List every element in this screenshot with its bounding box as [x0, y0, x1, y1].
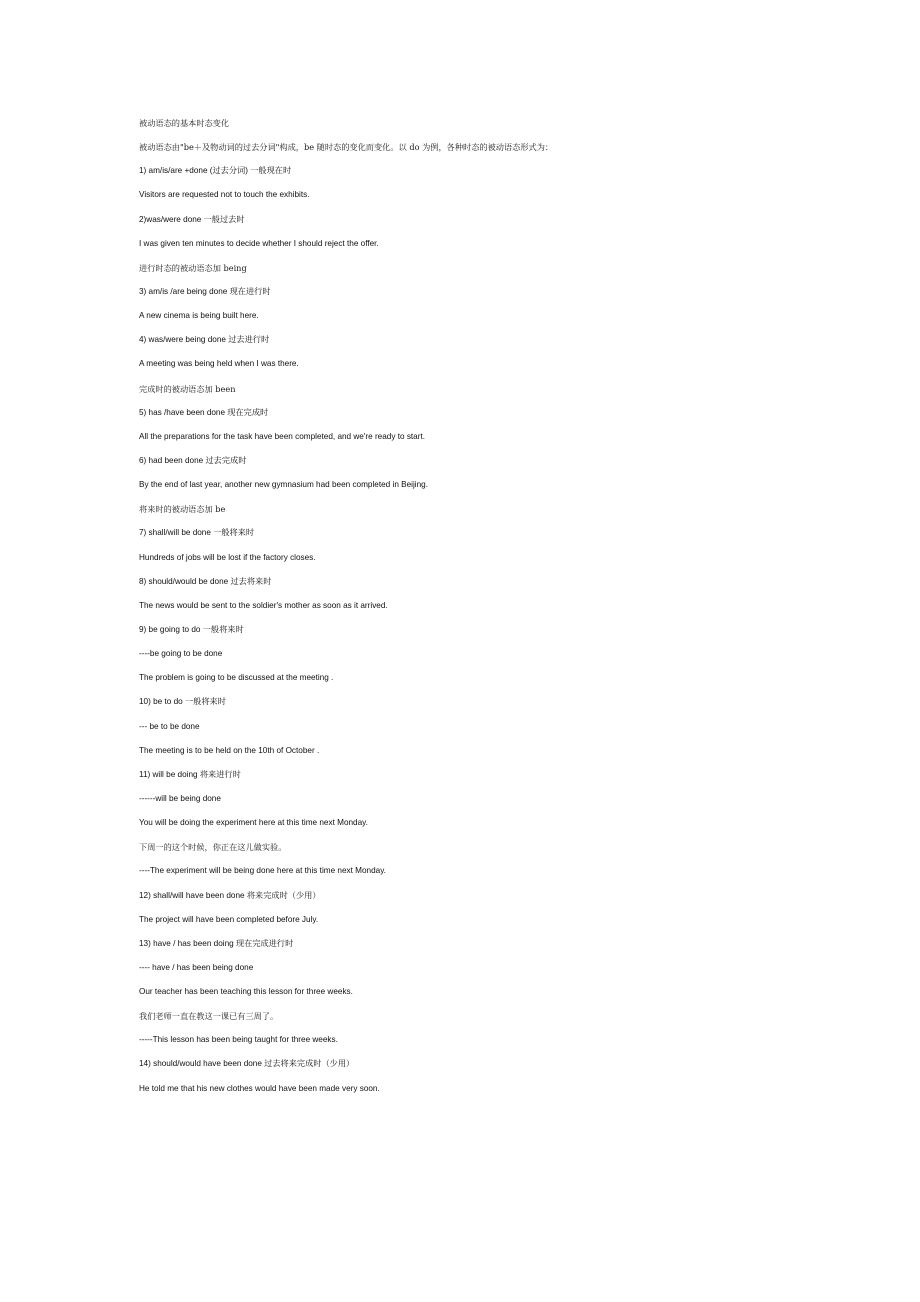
example-sentence: A new cinema is being built here.	[139, 311, 259, 321]
tense-heading: 5) has /have been done 现在完成时	[139, 407, 269, 417]
document-body	[139, 114, 879, 1104]
example-sentence: I was given ten minutes to decide whether I should reject the offer.	[139, 238, 379, 248]
translation: 我们老师一直在教这一课已有三周了。	[139, 1011, 279, 1022]
example-sentence: The meeting is to be held on the 10th of October .	[139, 745, 320, 755]
example-sentence: You will be doing the experiment here at this time next Monday.	[139, 818, 368, 828]
example-sentence: All the preparations for the task have been completed, and we're ready to start.	[139, 431, 426, 441]
tense-heading: 2)was/were done 一般过去时	[139, 214, 245, 224]
passive-form: ------will be being done	[139, 793, 221, 803]
example-sentence: The problem is going to be discussed at the meeting .	[139, 673, 334, 683]
passive-example: -----This lesson has been being taught for three weeks.	[139, 1035, 338, 1045]
group-heading: 进行时态的被动语态加 being	[139, 262, 247, 273]
section-title: 被动语态的基本时态变化	[139, 118, 230, 128]
example-sentence: By the end of last year, another new gymnasium had been completed in Beijing.	[139, 480, 429, 490]
tense-heading: 14) should/would have been done 过去将来完成时（少用）	[139, 1059, 355, 1069]
passive-example: ----The experiment will be being done here at this time next Monday.	[139, 866, 386, 876]
tense-heading: 11) will be doing 将来进行时	[139, 769, 241, 779]
passive-form: --- be to be done	[139, 721, 200, 731]
tense-heading: 8) should/would be done 过去将来时	[139, 576, 272, 586]
intro-paragraph: 被动语态由"be＋及物动词的过去分词"构成，be 随时态的变化而变化。以 do 为例，各种时态的被动语态形式为：	[139, 142, 554, 153]
example-sentence: Visitors are requested not to touch the exhibits.	[139, 190, 310, 200]
example-sentence: The project will have been completed before July.	[139, 914, 319, 924]
example-sentence: A meeting was being held when I was there.	[139, 359, 299, 369]
example-sentence: The news would be sent to the soldier's mother as soon as it arrived.	[139, 600, 388, 610]
group-heading: 完成时的被动语态加 been	[139, 383, 236, 394]
tense-heading: 10) be to do 一般将来时	[139, 697, 226, 707]
group-heading: 将来时的被动语态加 be	[139, 504, 226, 515]
translation: 下周一的这个时候，你正在这儿做实验。	[139, 842, 287, 853]
tense-heading: 6) had been done 过去完成时	[139, 455, 247, 465]
example-sentence: He told me that his new clothes would have been made very soon.	[139, 1083, 380, 1093]
tense-heading: 13) have / has been doing 现在完成进行时	[139, 938, 294, 948]
example-sentence: Our teacher has been teaching this lesson for three weeks.	[139, 987, 353, 997]
tense-heading: 4) was/were being done 过去进行时	[139, 335, 270, 345]
tense-heading: 3) am/is /are being done 现在进行时	[139, 286, 271, 296]
tense-heading: 7) shall/will be done 一般将来时	[139, 528, 255, 538]
example-sentence: Hundreds of jobs will be lost if the factory closes.	[139, 552, 316, 562]
tense-heading: 1) am/is/are +done (过去分词) 一般现在时	[139, 166, 292, 176]
tense-heading: 9) be going to do 一般将来时	[139, 624, 244, 634]
passive-form: ---- have / has been being done	[139, 962, 254, 972]
passive-form: ----be going to be done	[139, 649, 223, 659]
tense-heading: 12) shall/will have been done 将来完成时（少用）	[139, 890, 321, 900]
